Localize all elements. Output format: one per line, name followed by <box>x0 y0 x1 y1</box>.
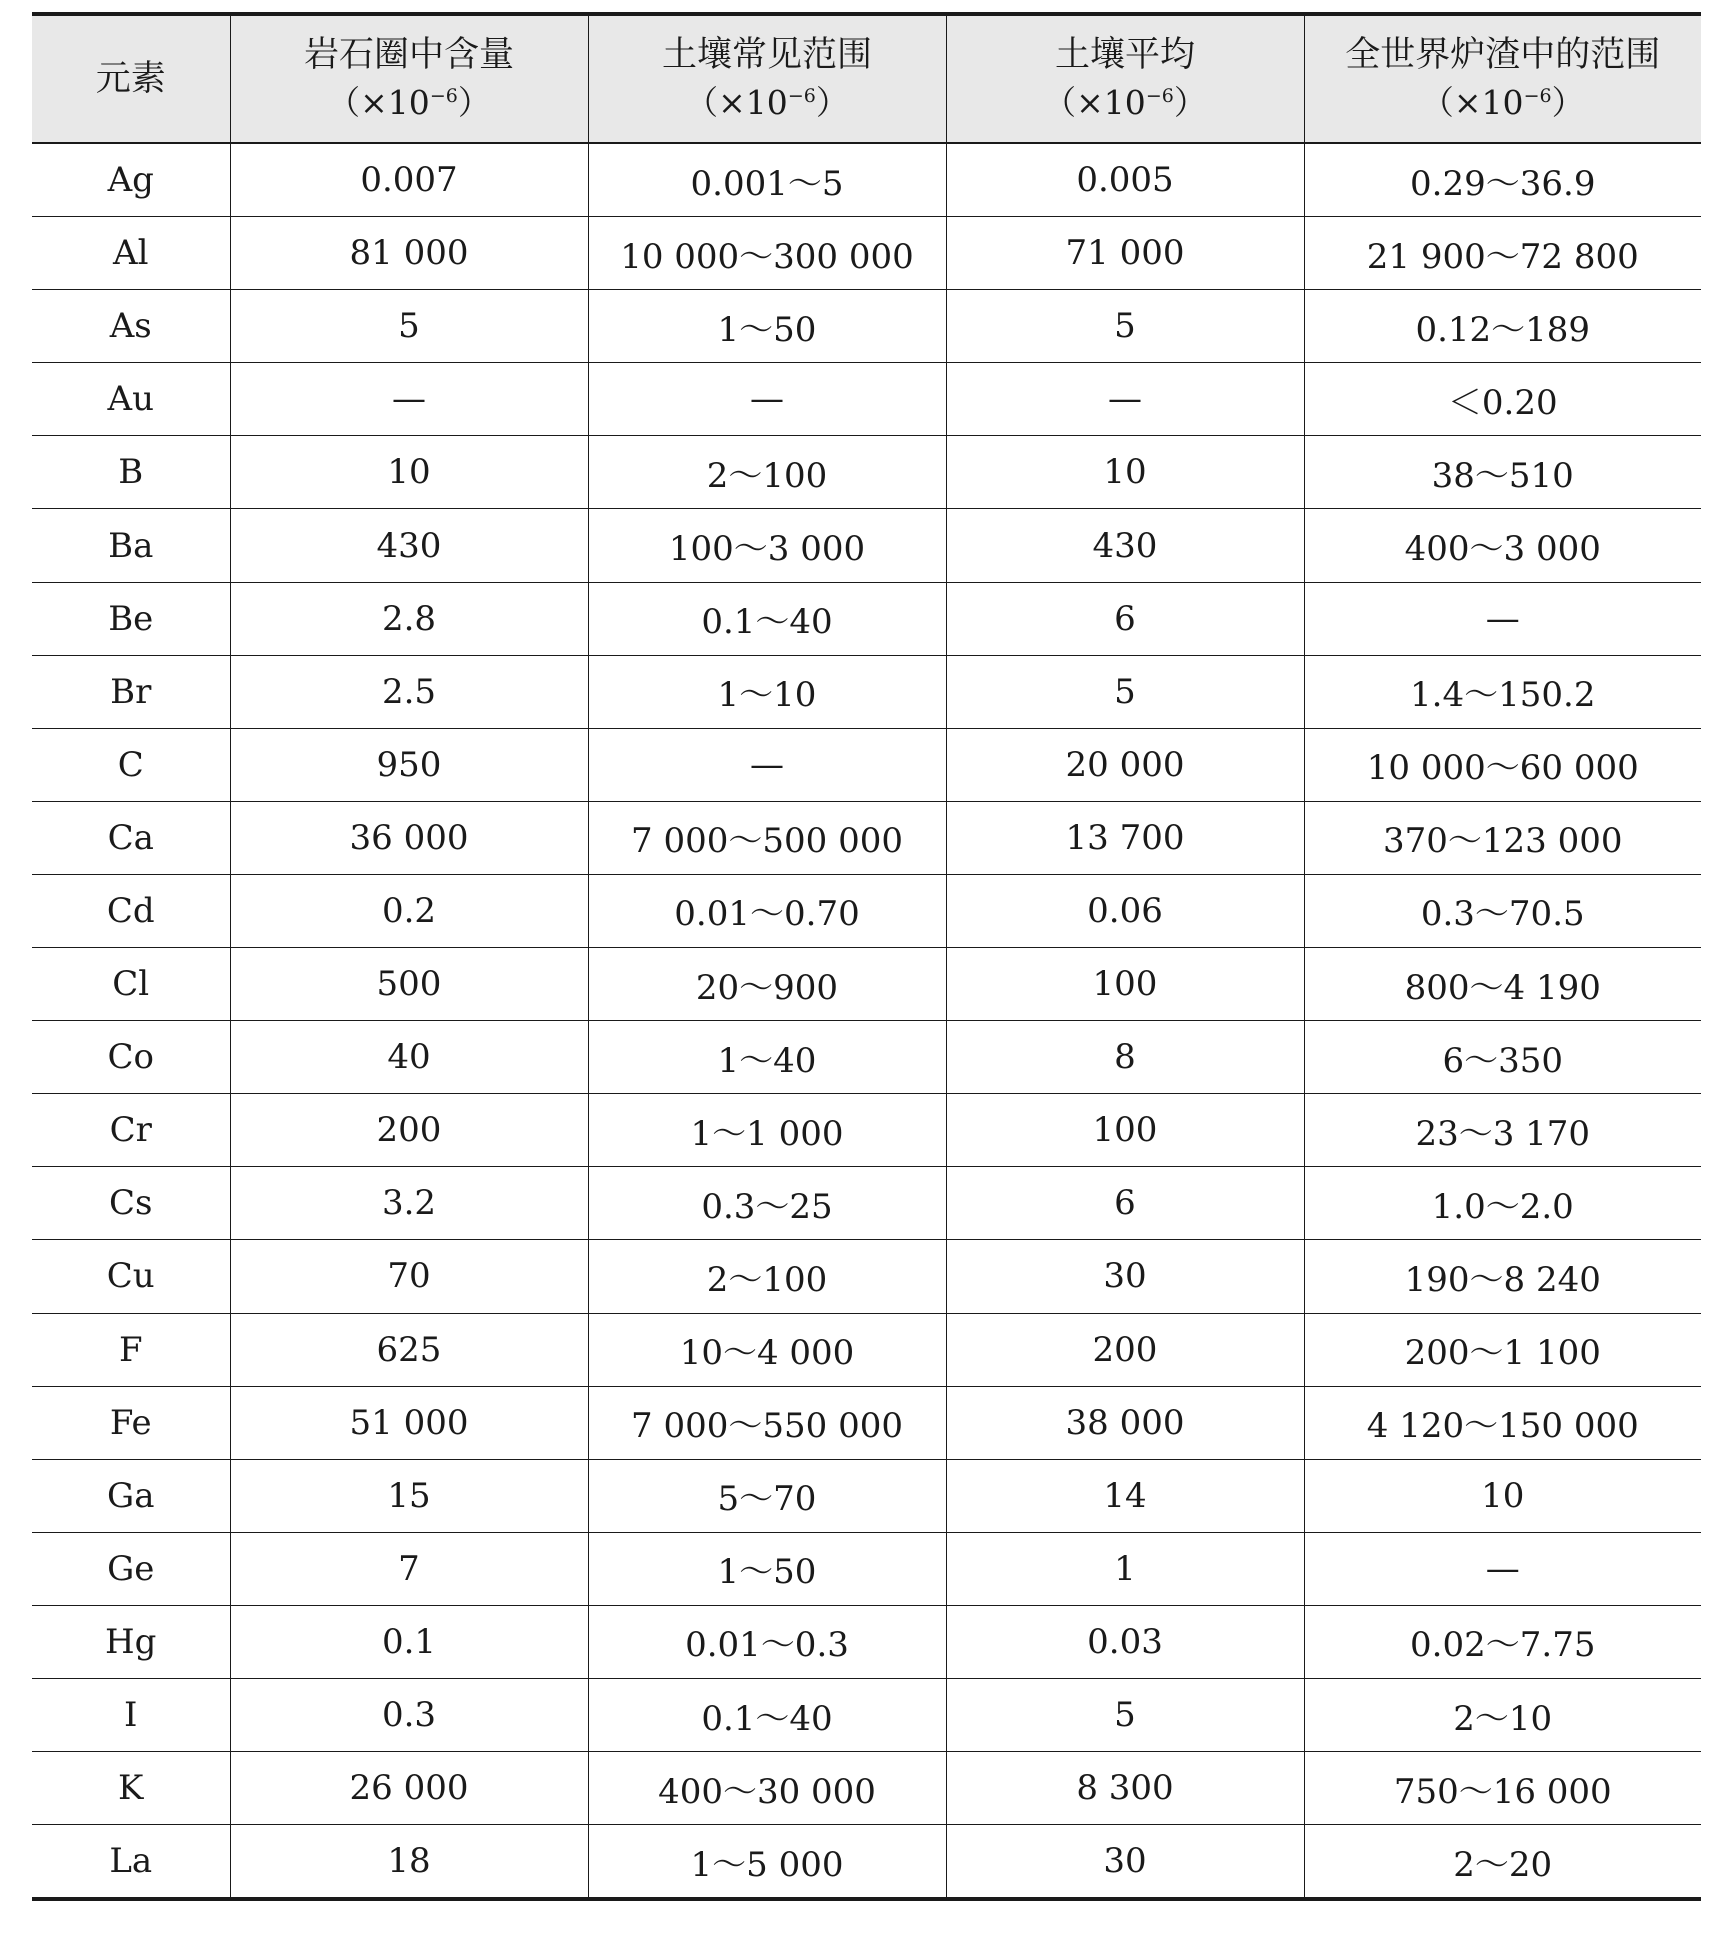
cell-soil-average: 0.06 <box>946 874 1304 947</box>
cell-soil-common-range: 0.01～0.3 <box>588 1605 946 1678</box>
cell-world-slag-range: 0.29～36.9 <box>1304 143 1701 217</box>
cell-lithosphere-content: 0.3 <box>230 1678 588 1751</box>
cell-soil-common-range: 5～70 <box>588 1459 946 1532</box>
cell-element: Cs <box>32 1167 230 1240</box>
cell-soil-average: 8 300 <box>946 1752 1304 1825</box>
cell-element: Be <box>32 582 230 655</box>
cell-soil-average: 430 <box>946 509 1304 582</box>
cell-soil-common-range: 0.1～40 <box>588 1678 946 1751</box>
cell-lithosphere-content: 500 <box>230 948 588 1021</box>
cell-soil-common-range: 0.1～40 <box>588 582 946 655</box>
cell-soil-average: 30 <box>946 1825 1304 1900</box>
cell-soil-common-range: 1～40 <box>588 1021 946 1094</box>
cell-soil-average: 6 <box>946 1167 1304 1240</box>
cell-element: Hg <box>32 1605 230 1678</box>
cell-soil-common-range: 2～100 <box>588 436 946 509</box>
cell-element: I <box>32 1678 230 1751</box>
cell-soil-common-range: 100～3 000 <box>588 509 946 582</box>
table-row <box>32 582 1701 655</box>
unit-exponent: −6 <box>1523 85 1552 107</box>
cell-world-slag-range: 0.02～7.75 <box>1304 1605 1701 1678</box>
cell-element: Cr <box>32 1094 230 1167</box>
header-label: 岩石圈中含量 <box>303 35 514 75</box>
table-row <box>32 217 1701 290</box>
cell-soil-average: 38 000 <box>946 1386 1304 1459</box>
header-soil-average <box>946 14 1304 143</box>
cell-lithosphere-content: 2.8 <box>230 582 588 655</box>
cell-element: As <box>32 290 230 363</box>
table-row <box>32 1167 1701 1240</box>
cell-soil-common-range: 10 000～300 000 <box>588 217 946 290</box>
unit-suffix: ） <box>1173 83 1207 122</box>
unit-prefix: （×10 <box>1420 83 1524 122</box>
table-row <box>32 1605 1701 1678</box>
cell-lithosphere-content: 36 000 <box>230 801 588 874</box>
cell-soil-average: 20 000 <box>946 728 1304 801</box>
cell-soil-average: 100 <box>946 1094 1304 1167</box>
header-unit <box>947 79 1304 127</box>
cell-soil-average: 100 <box>946 948 1304 1021</box>
cell-lithosphere-content: 3.2 <box>230 1167 588 1240</box>
cell-world-slag-range: 0.12～189 <box>1304 290 1701 363</box>
cell-soil-average: 13 700 <box>946 801 1304 874</box>
cell-element: C <box>32 728 230 801</box>
cell-soil-average: 200 <box>946 1313 1304 1386</box>
cell-world-slag-range: 750～16 000 <box>1304 1752 1701 1825</box>
cell-lithosphere-content: 200 <box>230 1094 588 1167</box>
cell-soil-common-range: 0.001～5 <box>588 143 946 217</box>
header-label: 全世界炉渣中的范围 <box>1345 35 1661 75</box>
cell-world-slag-range: 4 120～150 000 <box>1304 1386 1701 1459</box>
unit-prefix: （×10 <box>327 83 430 122</box>
cell-lithosphere-content: 2.5 <box>230 655 588 728</box>
cell-element: Ge <box>32 1532 230 1605</box>
unit-exponent: −6 <box>1145 85 1174 107</box>
table-row <box>32 1386 1701 1459</box>
header-label: 土壤常见范围 <box>661 35 872 75</box>
cell-soil-average: 14 <box>946 1459 1304 1532</box>
cell-element: K <box>32 1752 230 1825</box>
cell-world-slag-range: 23～3 170 <box>1304 1094 1701 1167</box>
cell-world-slag-range: 6～350 <box>1304 1021 1701 1094</box>
cell-world-slag-range: 190～8 240 <box>1304 1240 1701 1313</box>
table-row <box>32 290 1701 363</box>
unit-prefix: （×10 <box>685 83 788 122</box>
unit-suffix: ） <box>1551 83 1585 122</box>
element-content-table-container <box>32 12 1701 1901</box>
table-row <box>32 1825 1701 1900</box>
cell-soil-common-range: 1～50 <box>588 290 946 363</box>
table-row <box>32 1459 1701 1532</box>
table-row <box>32 363 1701 436</box>
cell-world-slag-range: 0.3～70.5 <box>1304 874 1701 947</box>
unit-exponent: −6 <box>787 85 816 107</box>
cell-element: F <box>32 1313 230 1386</box>
cell-soil-common-range: 2～100 <box>588 1240 946 1313</box>
cell-element: Al <box>32 217 230 290</box>
cell-world-slag-range: 21 900～72 800 <box>1304 217 1701 290</box>
header-label: 土壤平均 <box>1054 35 1195 75</box>
cell-world-slag-range: 400～3 000 <box>1304 509 1701 582</box>
cell-element: Cl <box>32 948 230 1021</box>
header-row <box>32 14 1701 143</box>
cell-lithosphere-content: 0.2 <box>230 874 588 947</box>
table-row <box>32 436 1701 509</box>
cell-element: Ga <box>32 1459 230 1532</box>
cell-world-slag-range: 370～123 000 <box>1304 801 1701 874</box>
cell-lithosphere-content: 40 <box>230 1021 588 1094</box>
header-label: 元素 <box>95 59 166 99</box>
header-unit <box>589 79 946 127</box>
cell-lithosphere-content: 10 <box>230 436 588 509</box>
table-row <box>32 1313 1701 1386</box>
cell-soil-common-range: 400～30 000 <box>588 1752 946 1825</box>
cell-world-slag-range: 2～20 <box>1304 1825 1701 1900</box>
unit-prefix: （×10 <box>1043 83 1146 122</box>
cell-soil-average: 6 <box>946 582 1304 655</box>
cell-soil-average: 1 <box>946 1532 1304 1605</box>
table-row <box>32 1532 1701 1605</box>
cell-soil-average: 5 <box>946 1678 1304 1751</box>
header-soil-common-range <box>588 14 946 143</box>
table-row <box>32 655 1701 728</box>
cell-world-slag-range: 2～10 <box>1304 1678 1701 1751</box>
cell-element: Co <box>32 1021 230 1094</box>
cell-lithosphere-content: 5 <box>230 290 588 363</box>
cell-soil-common-range: 0.01～0.70 <box>588 874 946 947</box>
cell-world-slag-range: 800～4 190 <box>1304 948 1701 1021</box>
cell-soil-common-range: 10～4 000 <box>588 1313 946 1386</box>
cell-lithosphere-content: 625 <box>230 1313 588 1386</box>
cell-lithosphere-content: — <box>230 363 588 436</box>
cell-element: La <box>32 1825 230 1900</box>
header-unit <box>231 79 588 127</box>
table-row <box>32 801 1701 874</box>
cell-soil-common-range: — <box>588 363 946 436</box>
cell-lithosphere-content: 0.007 <box>230 143 588 217</box>
table-row <box>32 143 1701 217</box>
cell-lithosphere-content: 430 <box>230 509 588 582</box>
table-body <box>32 143 1701 1899</box>
cell-element: B <box>32 436 230 509</box>
table-row <box>32 948 1701 1021</box>
table-row <box>32 1021 1701 1094</box>
cell-world-slag-range: — <box>1304 1532 1701 1605</box>
table-row <box>32 728 1701 801</box>
header-world-slag-range <box>1304 14 1701 143</box>
table-header <box>32 14 1701 143</box>
cell-lithosphere-content: 950 <box>230 728 588 801</box>
cell-world-slag-range: 1.0～2.0 <box>1304 1167 1701 1240</box>
table-row <box>32 1678 1701 1751</box>
table-row <box>32 1094 1701 1167</box>
cell-world-slag-range: ＜0.20 <box>1304 363 1701 436</box>
cell-soil-average: 8 <box>946 1021 1304 1094</box>
cell-soil-average: 0.03 <box>946 1605 1304 1678</box>
cell-lithosphere-content: 7 <box>230 1532 588 1605</box>
cell-element: Cu <box>32 1240 230 1313</box>
cell-soil-average: 30 <box>946 1240 1304 1313</box>
cell-element: Au <box>32 363 230 436</box>
cell-element: Ag <box>107 160 154 201</box>
cell-element: Br <box>32 655 230 728</box>
cell-world-slag-range: 38～510 <box>1304 436 1701 509</box>
header-element <box>32 14 230 143</box>
cell-element: Ca <box>32 801 230 874</box>
cell-soil-common-range: 20～900 <box>588 948 946 1021</box>
cell-soil-common-range: 7 000～500 000 <box>588 801 946 874</box>
cell-lithosphere-content: 81 000 <box>230 217 588 290</box>
cell-lithosphere-content: 26 000 <box>230 1752 588 1825</box>
cell-lithosphere-content: 51 000 <box>230 1386 588 1459</box>
table-row <box>32 874 1701 947</box>
cell-element: Cd <box>32 874 230 947</box>
cell-lithosphere-content: 15 <box>230 1459 588 1532</box>
table-row <box>32 1240 1701 1313</box>
cell-soil-common-range: 0.3～25 <box>588 1167 946 1240</box>
cell-soil-average: 71 000 <box>946 217 1304 290</box>
cell-soil-common-range: — <box>588 728 946 801</box>
cell-soil-common-range: 7 000～550 000 <box>588 1386 946 1459</box>
cell-element: Ba <box>32 509 230 582</box>
cell-soil-average: 0.005 <box>946 143 1304 217</box>
cell-lithosphere-content: 70 <box>230 1240 588 1313</box>
cell-soil-common-range: 1～50 <box>588 1532 946 1605</box>
cell-soil-common-range: 1～1 000 <box>588 1094 946 1167</box>
cell-soil-average: 5 <box>946 290 1304 363</box>
cell-lithosphere-content: 18 <box>230 1825 588 1900</box>
header-lithosphere-content <box>230 14 588 143</box>
table-row <box>32 509 1701 582</box>
cell-soil-average: 5 <box>946 655 1304 728</box>
cell-soil-common-range: 1～5 000 <box>588 1825 946 1900</box>
cell-world-slag-range: 10 000～60 000 <box>1304 728 1701 801</box>
table-row <box>32 1752 1701 1825</box>
cell-soil-average: — <box>946 363 1304 436</box>
cell-element: Fe <box>32 1386 230 1459</box>
cell-world-slag-range: 10 <box>1304 1459 1701 1532</box>
unit-exponent: −6 <box>429 85 458 107</box>
cell-world-slag-range: — <box>1304 582 1701 655</box>
cell-lithosphere-content: 0.1 <box>230 1605 588 1678</box>
cell-soil-average: 10 <box>946 436 1304 509</box>
header-unit <box>1305 79 1702 127</box>
cell-world-slag-range: 200～1 100 <box>1304 1313 1701 1386</box>
element-content-table <box>32 12 1701 1901</box>
unit-suffix: ） <box>457 83 491 122</box>
cell-soil-common-range: 1～10 <box>588 655 946 728</box>
cell-world-slag-range: 1.4～150.2 <box>1304 655 1701 728</box>
unit-suffix: ） <box>815 83 849 122</box>
